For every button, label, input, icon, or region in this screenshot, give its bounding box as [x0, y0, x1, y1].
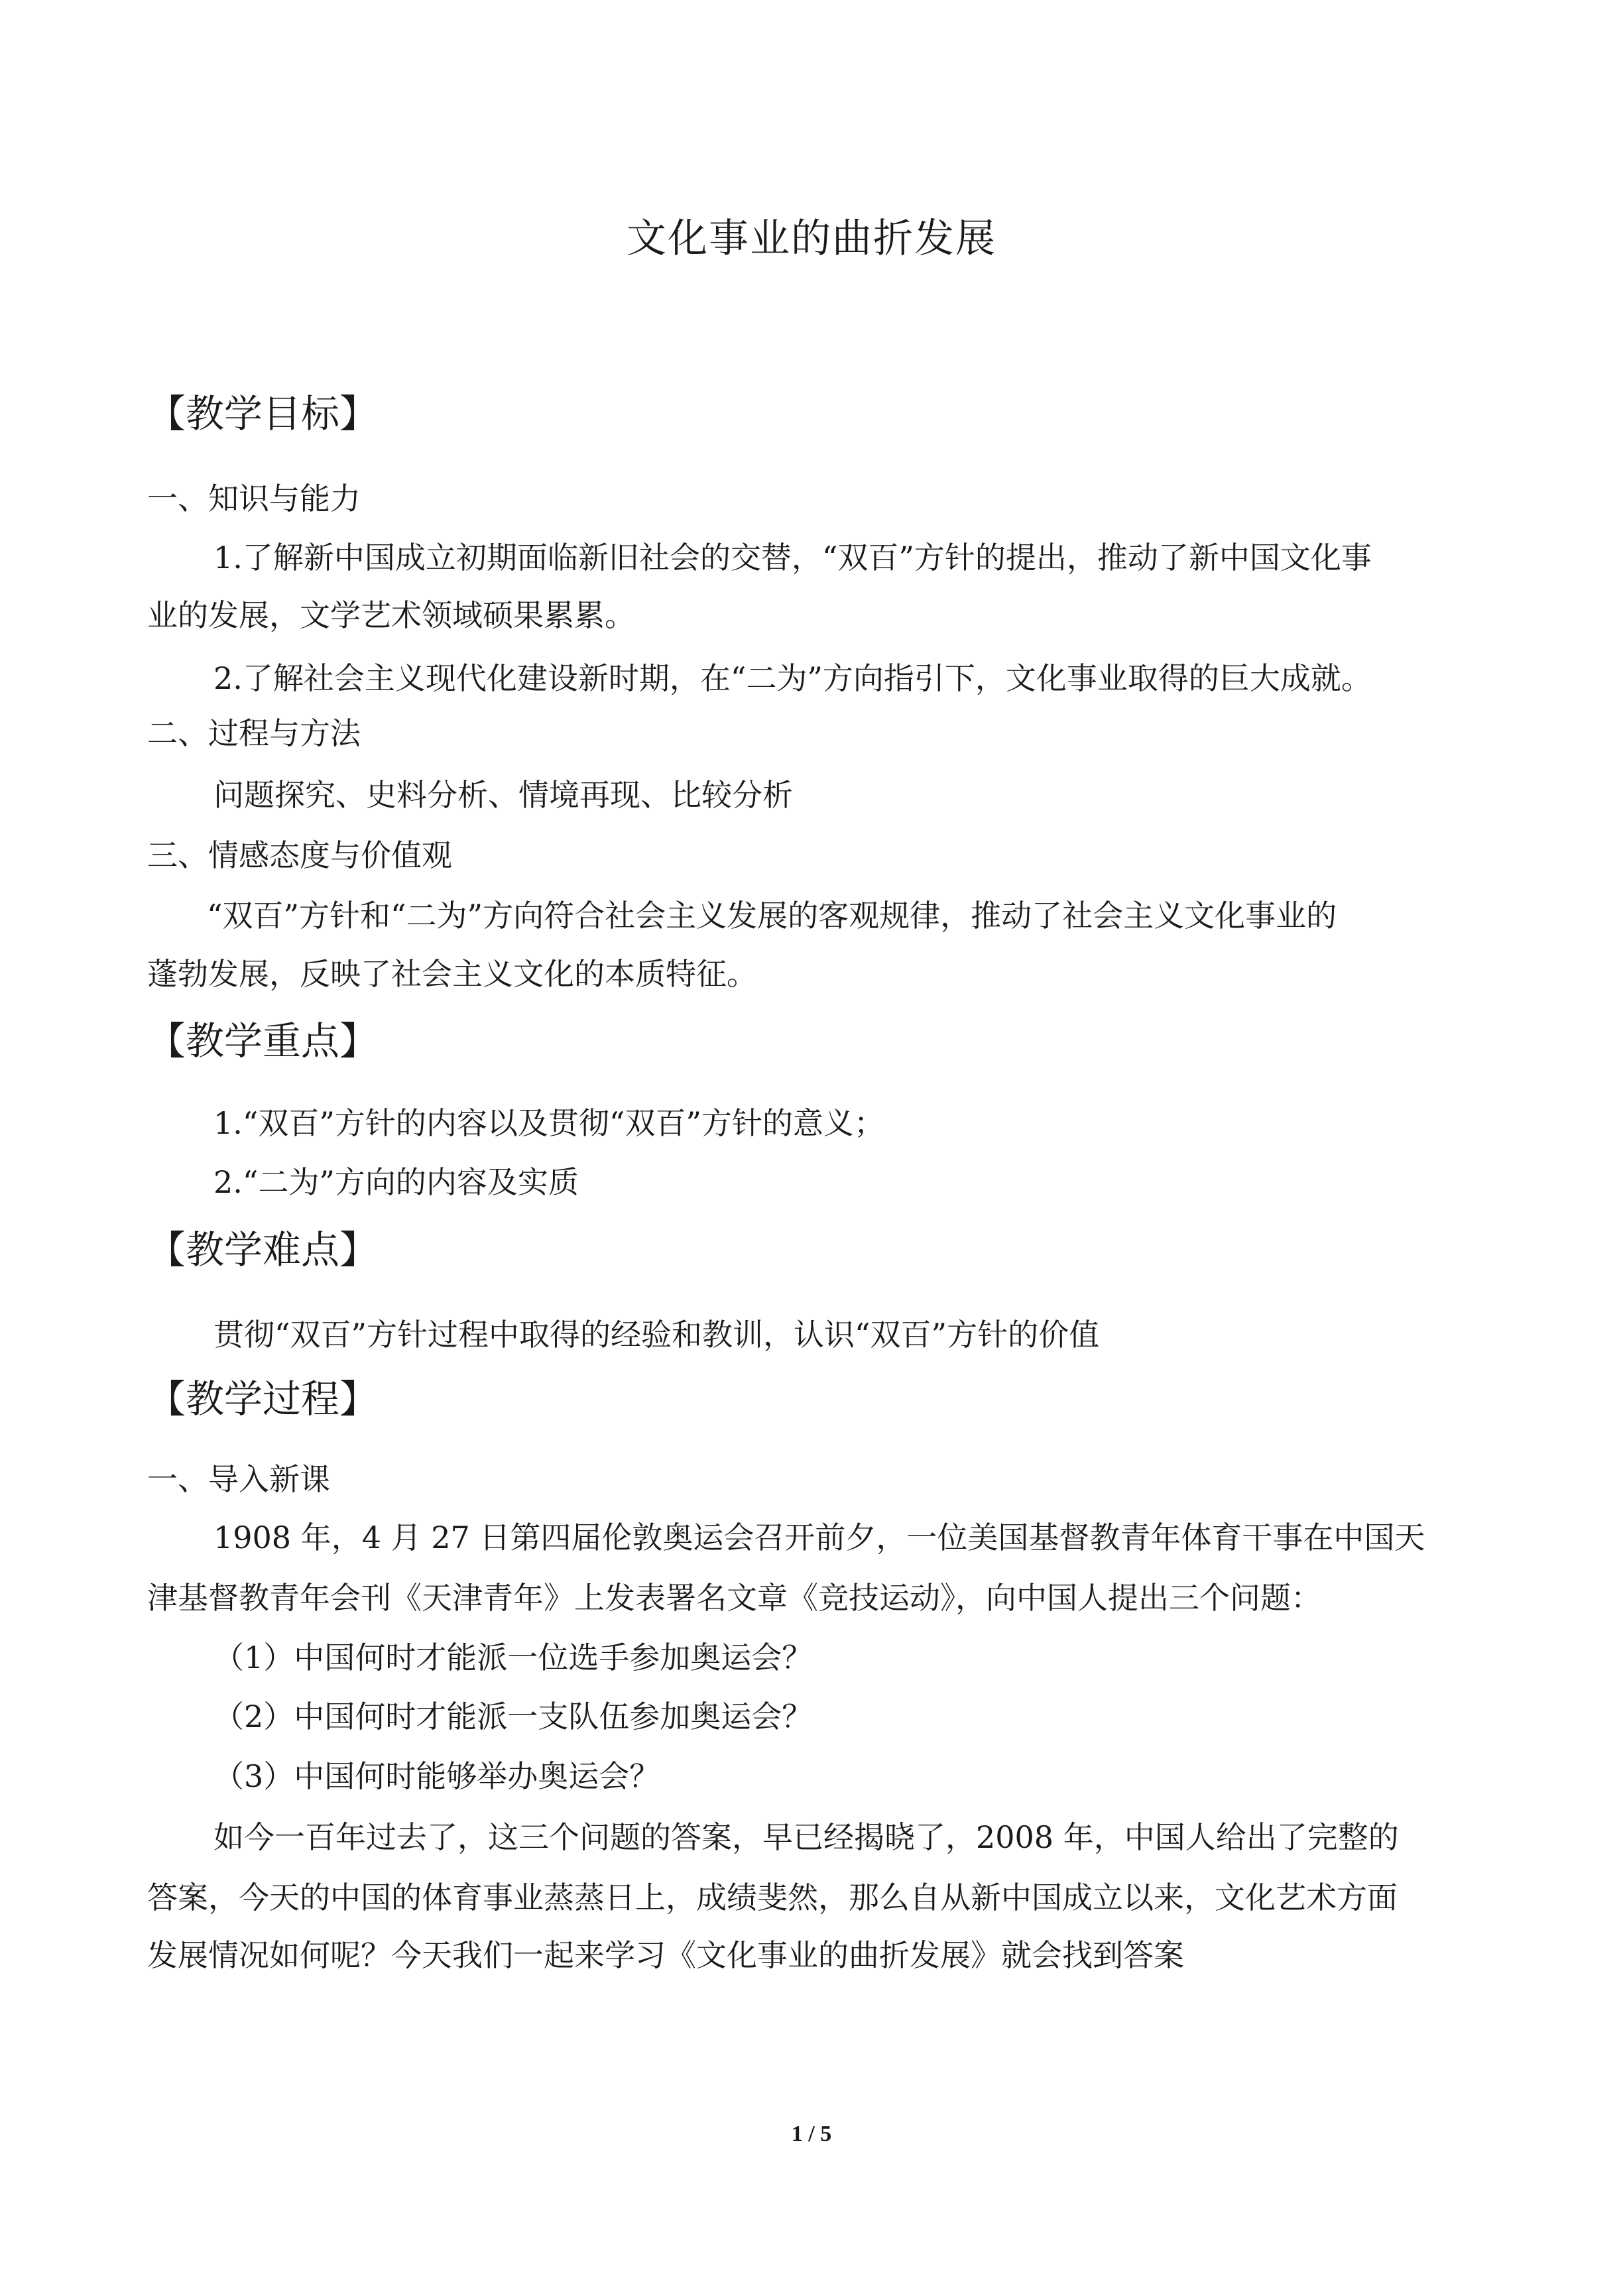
page-title: 文化事业的曲折发展: [627, 215, 996, 262]
heading-procedure: 【教学过程】: [147, 1376, 379, 1421]
label-process: 二、过程与方法: [147, 715, 361, 751]
emotion-line1: “双百”方针和“二为”方向符合社会主义发展的客观规律，推动了社会主义文化事业的: [207, 898, 1337, 934]
label-emotion: 三、情感态度与价值观: [147, 837, 452, 873]
heading-objectives: 【教学目标】: [147, 391, 379, 436]
knowledge-item2: 2.了解社会主义现代化建设新时期，在“二为”方向指引下，文化事业取得的巨大成就。: [213, 660, 1372, 696]
heading-difficulty: 【教学难点】: [147, 1227, 379, 1272]
key-point-1: 1.“双百”方针的内容以及贯彻“双百”方针的意义；: [213, 1105, 884, 1141]
intro-para2-line3: 发展情况如何呢？今天我们一起来学习《文化事业的曲折发展》就会找到答案: [147, 1937, 1184, 1973]
emotion-line2: 蓬勃发展，反映了社会主义文化的本质特征。: [147, 956, 757, 992]
intro-para2-line1: 如今一百年过去了，这三个问题的答案，早已经揭晓了，2008 年，中国人给出了完整的: [213, 1819, 1399, 1855]
intro-question-3: （3）中国何时能够举办奥运会？: [213, 1758, 660, 1794]
intro-para2-line2: 答案，今天的中国的体育事业蒸蒸日上，成绩斐然，那么自从新中国成立以来，文化艺术方面: [147, 1880, 1398, 1915]
knowledge-item1-line2: 业的发展，文学艺术领域硕果累累。: [147, 597, 635, 633]
intro-para1-line2: 津基督教青年会刊《天津青年》上发表署名文章《竞技运动》，向中国人提出三个问题：: [147, 1580, 1321, 1616]
key-point-2: 2.“二为”方向的内容及实质: [213, 1164, 579, 1200]
label-knowledge: 一、知识与能力: [147, 481, 361, 516]
heading-key-points: 【教学重点】: [147, 1018, 379, 1063]
knowledge-item1-line1: 1.了解新中国成立初期面临新旧社会的交替，“双百”方针的提出，推动了新中国文化事: [213, 540, 1372, 575]
intro-question-1: （1）中国何时才能派一位选手参加奥运会？: [213, 1640, 813, 1675]
process-text: 问题探究、史料分析、情境再现、比较分析: [213, 777, 793, 813]
difficulty-text: 贯彻“双百”方针过程中取得的经验和教训，认识“双百”方针的价值: [213, 1317, 1100, 1353]
intro-para1-line1: 1908 年，4 月 27 日第四届伦敦奥运会召开前夕，一位美国基督教青年体育干事在中国天: [213, 1520, 1425, 1555]
label-intro: 一、导入新课: [147, 1461, 330, 1497]
intro-question-2: （2）中国何时才能派一支队伍参加奥运会？: [213, 1699, 813, 1734]
page-number: 1 / 5: [791, 2122, 832, 2146]
